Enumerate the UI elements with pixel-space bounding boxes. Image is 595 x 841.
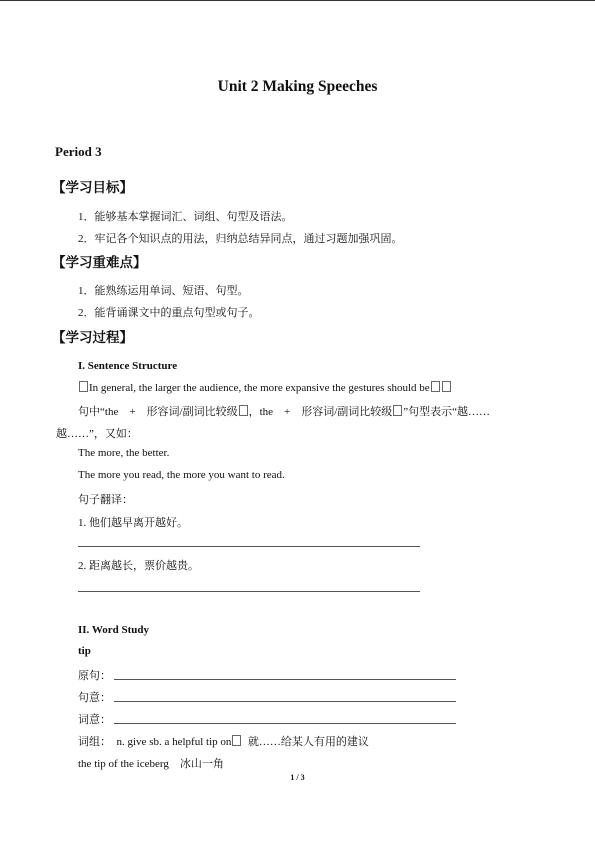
answer-line[interactable] [114,701,456,702]
objective-item: 1．能够基本掌握词汇、词组、句型及语法。 [78,211,293,223]
answer-line[interactable] [78,591,420,592]
objectives-heading: 【学习目标】 [52,180,133,196]
key-points-heading: 【学习重难点】 [52,255,147,271]
translation-question: 1. 他们越早离开越好。 [78,517,188,529]
key-sentence: In general, the larger the audience, the more expansive the gestures should be [78,381,452,394]
example-sentence: The more you read, the more you want to read. [78,469,285,481]
answer-line[interactable] [114,679,456,680]
phrase-row: 词组： n. give sb. a helpful tip on 就……给某人有用的建议 [78,736,369,748]
process-heading: 【学习过程】 [52,330,133,346]
missing-glyph-box [431,381,440,392]
page-top-border [0,0,595,1]
sentence-meaning-label: 句意： [78,692,111,704]
sentence-structure-heading: I. Sentence Structure [78,360,178,372]
period-label: Period 3 [55,144,102,159]
original-sentence-label: 原句： [78,670,111,682]
structure-explanation-cont: 越……”，又如： [56,428,138,440]
objective-item: 2．牢记各个知识点的用法，归纳总结异同点，通过习题加强巩固。 [78,233,403,245]
missing-glyph-box [79,381,88,392]
missing-glyph-box [393,405,402,416]
key-point-item: 1．能熟练运用单词、短语、句型。 [78,285,249,297]
page-number: 1 / 3 [290,773,305,782]
missing-glyph-box [239,405,248,416]
structure-explanation: 句中“the + 形容词/副词比较级 ，the + 形容词/副词比较级 ”句型表示“越…… [78,406,491,418]
missing-glyph-box [232,735,241,746]
translation-question: 2. 距离越长，票价越贵。 [78,560,199,572]
phrase-row: the tip of the iceberg 冰山一角 [78,758,224,770]
key-point-item: 2．能背诵课文中的重点句型或句子。 [78,307,260,319]
word-study-heading: II. Word Study [78,624,150,636]
answer-line[interactable] [114,723,456,724]
missing-glyph-box [442,381,451,392]
page-title: Unit 2 Making Speeches [217,78,378,95]
study-word: tip [78,645,91,657]
translate-label: 句子翻译： [78,494,133,506]
example-sentence: The more, the better. [78,447,170,459]
word-meaning-label: 词意： [78,714,111,726]
answer-line[interactable] [78,546,420,547]
